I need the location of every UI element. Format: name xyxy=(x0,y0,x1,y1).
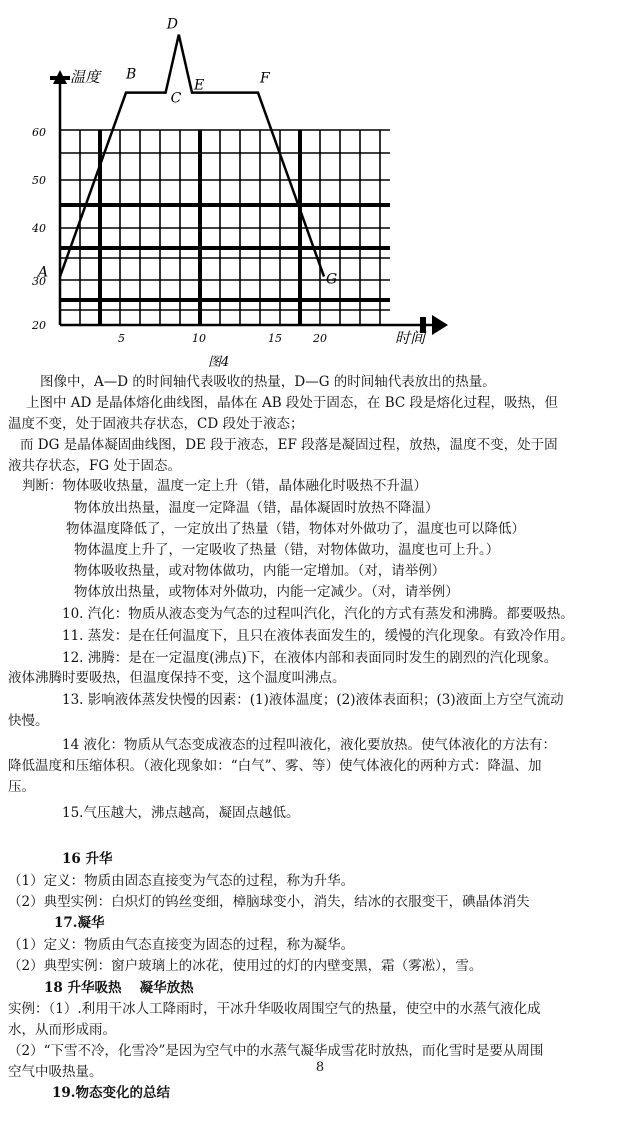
text-line: 水，从而形成雨。 xyxy=(8,1022,116,1038)
text-line: 上图中 AD 是晶体熔化曲线图，晶体在 AB 段处于固态，在 BC 段是熔化过程，吸热，但 xyxy=(26,395,558,411)
x-tick-label: 15 xyxy=(268,332,282,345)
x-tick-label: 20 xyxy=(313,332,327,345)
text-line: 图像中，A—D 的时间轴代表吸收的热量，D—G 的时间轴代表放出的热量。 xyxy=(40,374,496,390)
page-number: 8 xyxy=(315,1060,325,1075)
point-label: A xyxy=(38,264,49,281)
text-line: （1）定义：物质由固态直接变为气态的过程，称为升华。 xyxy=(8,873,355,889)
section-heading: 16 升华 xyxy=(62,851,113,867)
section-heading: 18 升华吸热 凝华放热 xyxy=(44,980,194,996)
text-line: 14 液化：物质从气态变成液态的过程叫液化，液化要放热。使气体液化的方法有： xyxy=(62,737,556,753)
point-label: B xyxy=(126,66,137,83)
text-line: 12. 沸腾：是在一定温度(沸点)下，在液体内部和表面同时发生的剧烈的汽化现象。 xyxy=(62,650,558,666)
y-axis-title: 温度 xyxy=(70,68,101,86)
point-label: E xyxy=(194,77,205,94)
text-line: 液共存状态，FG 处于固态。 xyxy=(8,458,181,474)
text-line: 快慢。 xyxy=(8,713,49,729)
text-line: 10. 汽化：物质从液态变为气态的过程叫汽化，汽化的方式有蒸发和沸腾。都要吸热。 xyxy=(62,606,574,622)
melting-solidification-graph xyxy=(0,0,640,370)
point-label: F xyxy=(260,70,270,87)
text-line: 11. 蒸发：是在任何温度下，且只在液体表面发生的，缓慢的汽化现象。有致冷作用。 xyxy=(62,628,574,644)
text-line: 物体吸收热量，或对物体做功，内能一定增加。（对，请举例） xyxy=(74,563,446,579)
text-line: 判断：物体吸收热量，温度一定上升（错，晶体融化时吸热不升温） xyxy=(22,478,427,494)
figure-caption: 图4 xyxy=(208,355,230,370)
text-line: （2）典型实例：白炽灯的钨丝变细，樟脑球变小，消失，结冰的衣服变干，碘晶体消失 xyxy=(8,894,530,910)
text-line: 13. 影响液体蒸发快慢的因素：(1)液体温度；(2)液体表面积；(3)液面上方空气流动 xyxy=(62,692,564,708)
y-axis-arrow-bar xyxy=(50,76,70,80)
text-line: 物体温度上升了，一定吸收了热量（错，对物体做功，温度也可上升。） xyxy=(74,542,500,558)
x-tick-label: 5 xyxy=(118,332,125,345)
text-line: 物体放出热量，温度一定降温（错，晶体凝固时放热不降温） xyxy=(74,500,439,516)
y-tick-label: 50 xyxy=(32,174,46,187)
point-label: C xyxy=(170,90,182,107)
text-line: 空气中吸热量。 xyxy=(8,1064,103,1080)
text-line: 降低温度和压缩体积。（液化现象如：“白气”、雾、等）使气体液化的两种方式：降温、加 xyxy=(8,758,542,774)
text-line: （2）“下雪不冷，化雪冷”是因为空气中的水蒸气凝华成雪花时放热，而化雪时是要从周围 xyxy=(8,1043,544,1059)
text-line: （2）典型实例：窗户玻璃上的冰花，使用过的灯的内壁变黑，霜（雾凇），雪。 xyxy=(8,958,483,974)
text-line: 而 DG 是晶体凝固曲线图，DE 段于液态，EF 段落是凝固过程，放热，温度不变，处于固 xyxy=(20,437,558,453)
y-tick-label: 40 xyxy=(32,222,46,235)
text-line: 压。 xyxy=(8,779,35,795)
text-line: 物体放出热量，或物体对外做功，内能一定减少。（对，请举例） xyxy=(74,584,459,600)
section-heading: 17.凝华 xyxy=(54,915,105,931)
text-line: （1）定义：物质由气态直接变为固态的过程，称为凝华。 xyxy=(8,937,355,953)
y-tick-label: 30 xyxy=(32,275,46,288)
text-line: 液体沸腾时要吸热，但温度保持不变，这个温度叫沸点。 xyxy=(8,670,346,686)
x-axis-title: 时间 xyxy=(395,329,426,347)
text-line: 物体温度降低了，一定放出了热量（错，物体对外做功了，温度也可以降低） xyxy=(66,521,525,537)
y-tick-label: 20 xyxy=(32,319,46,332)
y-tick-label: 60 xyxy=(32,126,46,139)
point-label: G xyxy=(326,271,338,288)
text-line: 实例：（1）.利用干冰人工降雨时，干冰升华吸收周围空气的热量，使空中的水蒸气液化成 xyxy=(8,1001,541,1017)
x-axis-arrow xyxy=(432,315,448,335)
point-label: D xyxy=(166,16,179,33)
text-line: 15.气压越大，沸点越高，凝固点越低。 xyxy=(62,805,300,821)
section-heading: 19.物态变化的总结 xyxy=(52,1085,170,1101)
text-line: 温度不变，处于固液共存状态，CD 段处于液态； xyxy=(8,416,304,432)
x-tick-label: 10 xyxy=(192,332,206,345)
